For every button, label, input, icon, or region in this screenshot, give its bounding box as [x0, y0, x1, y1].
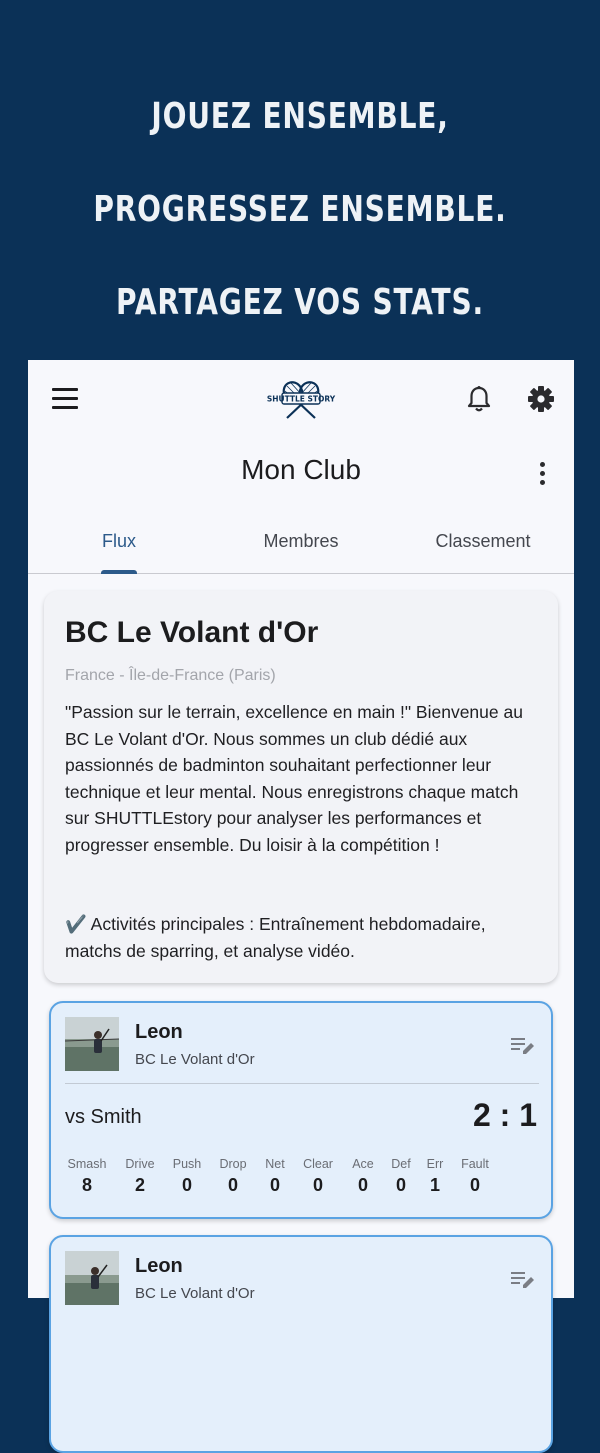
stat-smash: Smash 8: [67, 1157, 107, 1195]
stat-err: Err 1: [426, 1157, 444, 1195]
club-activities: ✔️ Activités principales : Entraînement hebdomadaire, matchs de sparring, et analyse vidéo.: [65, 914, 486, 961]
club-name: BC Le Volant d'Or: [65, 616, 319, 649]
tab-classement[interactable]: Classement: [435, 531, 531, 551]
stat-def: Def 0: [391, 1157, 411, 1195]
match-card[interactable]: [49, 1001, 553, 1219]
stat-drive: Drive 2: [125, 1157, 155, 1195]
player-name: Leon: [135, 1021, 183, 1043]
app-bar: [28, 360, 574, 440]
edit-note-icon[interactable]: [511, 1035, 535, 1057]
tab-flux[interactable]: Flux: [101, 531, 136, 551]
opponent-label: vs Smith: [65, 1106, 142, 1128]
stat-drop: Drop 0: [219, 1157, 247, 1195]
avatar: [65, 1251, 119, 1305]
club-info-card: [44, 591, 558, 983]
club-description: "Passion sur le terrain, excellence en main !" Bienvenue au BC Le Volant d'Or. Nous sommes un club dédié aux passionnés de badminton souhaitant perfectionner leur technique et leur mental. Nous enregistrons chaque match sur SHUTTLEstory pour analyser les performances et progresser ensemble. Du loisir à la compétition !: [65, 702, 523, 855]
hero-line-2: PROGRESSEZ ENSEMBLE.: [93, 189, 507, 230]
more-vert-icon[interactable]: [528, 460, 556, 488]
shuttlestory-logo: [266, 378, 336, 420]
hero-line-3: PARTAGEZ VOS STATS.: [116, 282, 484, 323]
match-score: 2 : 1: [472, 1097, 537, 1133]
gear-icon[interactable]: [526, 384, 556, 414]
avatar: [65, 1017, 119, 1071]
tab-bar: [28, 506, 574, 574]
stat-fault: Fault 0: [461, 1157, 489, 1195]
tab-indicator: [101, 570, 137, 574]
club-location: France - Île-de-France (Paris): [65, 667, 276, 684]
player-name: Leon: [135, 1255, 183, 1277]
divider: [65, 1083, 539, 1084]
match-card[interactable]: [49, 1235, 553, 1453]
stat-push: Push 0: [172, 1157, 202, 1195]
hero-line-1: JOUEZ ENSEMBLE,: [151, 96, 449, 137]
stat-ace: Ace 0: [352, 1157, 374, 1195]
hero-banner: [0, 0, 600, 360]
player-club: BC Le Volant d'Or: [135, 1051, 255, 1068]
stat-net: Net 0: [265, 1157, 285, 1195]
title-row: [28, 440, 574, 506]
bell-icon[interactable]: [464, 384, 494, 414]
stat-clear: Clear 0: [303, 1157, 333, 1195]
tab-membres[interactable]: Membres: [263, 531, 339, 551]
page-title: Mon Club: [241, 454, 361, 485]
menu-icon[interactable]: [52, 388, 78, 410]
svg-text:SHUTTLE STORY: SHUTTLE STORY: [266, 394, 336, 404]
edit-note-icon[interactable]: [511, 1269, 535, 1291]
player-club: BC Le Volant d'Or: [135, 1285, 255, 1302]
app-screen: [28, 360, 574, 1302]
